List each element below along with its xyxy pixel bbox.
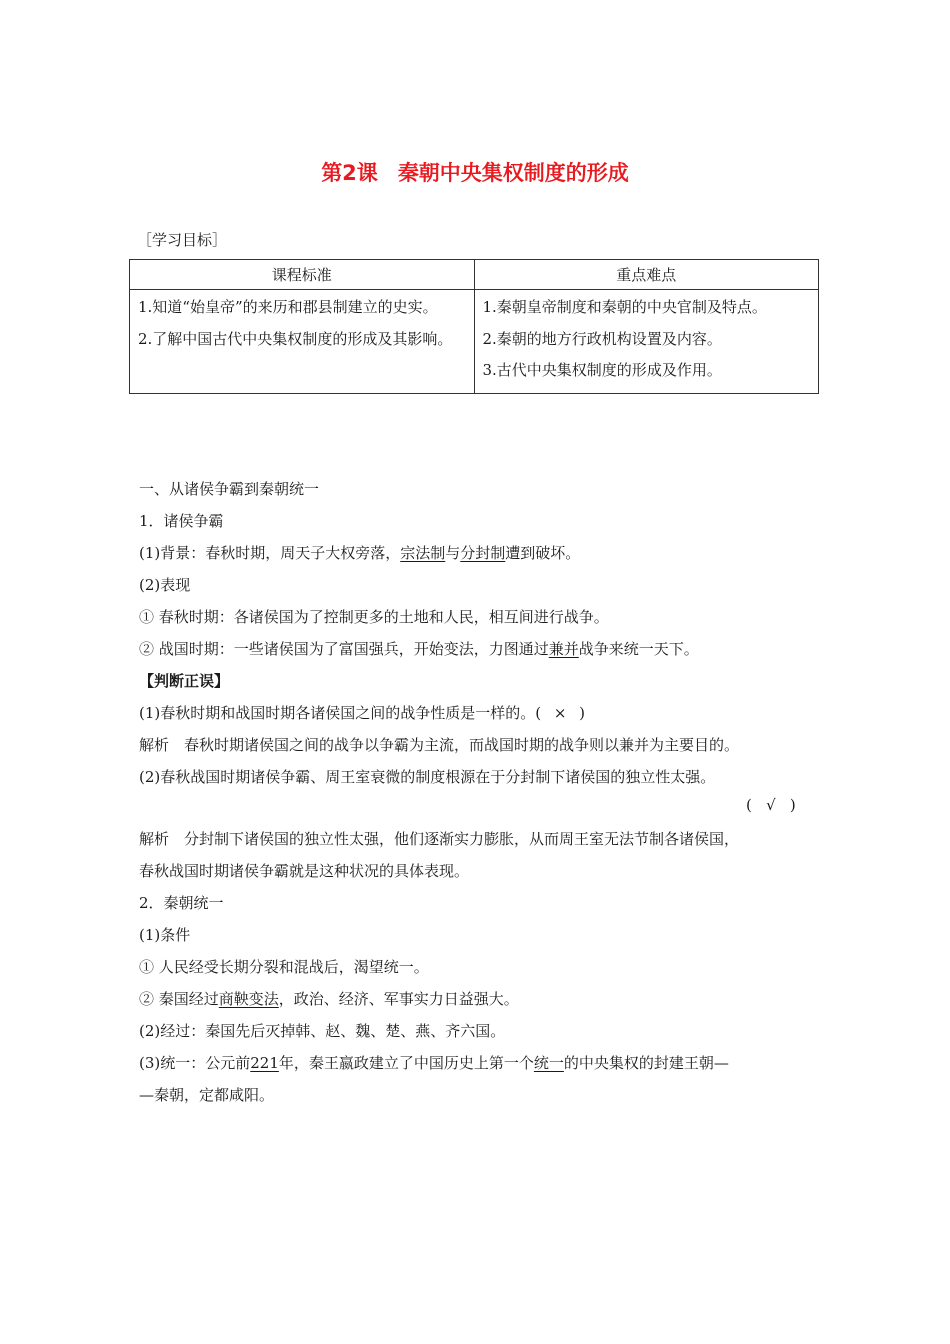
paragraph-line: ① 春秋时期：各诸侯国为了控制更多的土地和人民，相互间进行战争。: [139, 608, 609, 626]
blank-answer: 221: [250, 1054, 279, 1072]
analysis-2-cont: 春秋战国时期诸侯争霸就是这种状况的具体表现。: [139, 862, 470, 880]
standard-item: 2.了解中国古代中央集权制度的形成及其影响。: [138, 329, 453, 348]
question-2: (2)春秋战国时期诸侯争霸、周王室衰微的制度根源在于分封制下诸侯国的独立性太强。: [139, 768, 716, 786]
background-line: (1)背景：春秋时期，周天子大权旁落，宗法制与分封制遭到破坏。: [139, 544, 581, 562]
cross-mark: ×: [553, 704, 567, 722]
analysis-2: 解析 分封制下诸侯国的独立性太强，他们逐渐实力膨胀，从而周王室无法节制各诸侯国，: [139, 830, 740, 848]
paragraph-line: (2)表现: [139, 576, 191, 594]
header-curriculum-standard: 课程标准: [130, 260, 475, 290]
subsection-heading: 2．秦朝统一: [139, 894, 224, 912]
blank-answer: 商鞅变法: [218, 990, 279, 1008]
blank-answer: 分封制: [460, 544, 506, 562]
page-title: [0, 157, 950, 187]
check-mark: √: [766, 796, 776, 814]
paragraph-line: ② 战国时期：一些诸侯国为了富国强兵，开始变法，力图通过兼并战争来统一天下。: [139, 640, 699, 658]
key-point-item: 2.秦朝的地方行政机构设置及内容。: [482, 329, 722, 348]
key-point-item: 3.古代中央集权制度的形成及作用。: [482, 361, 722, 379]
standard-item: 1.知道“始皇帝”的来历和郡县制建立的史实。: [138, 298, 438, 316]
section-heading: 一、从诸侯争霸到秦朝统一: [139, 480, 320, 498]
key-point-item: 1.秦朝皇帝制度和秦朝的中央官制及特点。: [482, 298, 767, 316]
paragraph-line: ① 人民经受长期分裂和混战后，渴望统一。: [139, 958, 429, 976]
curriculum-standard-cell: [130, 290, 475, 394]
paragraph-line: —秦朝，定都咸阳。: [139, 1086, 275, 1104]
lesson-name: 秦朝中央集权制度的形成: [397, 161, 629, 185]
judge-label: 【判断正误】: [139, 672, 230, 690]
learning-goals-table: [129, 259, 819, 394]
answer-2: ( √ ): [746, 796, 796, 814]
lesson-number: 第2课: [321, 161, 378, 185]
key-points-cell: [474, 290, 819, 394]
paragraph-line: ② 秦国经过商鞅变法，政治、经济、军事实力日益强大。: [139, 990, 519, 1008]
blank-answer: 宗法制: [400, 544, 446, 562]
analysis-1: 解析 春秋时期诸侯国之间的战争以争霸为主流，而战国时期的战争则以兼并为主要目的。: [139, 736, 740, 754]
header-key-points: 重点难点: [474, 260, 819, 290]
paragraph-line: (1)条件: [139, 926, 191, 944]
paragraph-line: (2)经过：秦国先后灭掉韩、赵、魏、楚、燕、齐六国。: [139, 1022, 506, 1040]
question-1: (1)春秋时期和战国时期各诸侯国之间的战争性质是一样的。( × ): [139, 704, 585, 722]
subsection-heading: 1．诸侯争霸: [139, 512, 224, 530]
blank-answer: 兼并: [548, 640, 579, 658]
blank-answer: 统一: [533, 1054, 564, 1072]
paragraph-line: (3)统一：公元前221年，秦王嬴政建立了中国历史上第一个统一的中央集权的封建王朝—: [139, 1054, 729, 1072]
learning-goals-label: ［学习目标］: [137, 231, 228, 249]
